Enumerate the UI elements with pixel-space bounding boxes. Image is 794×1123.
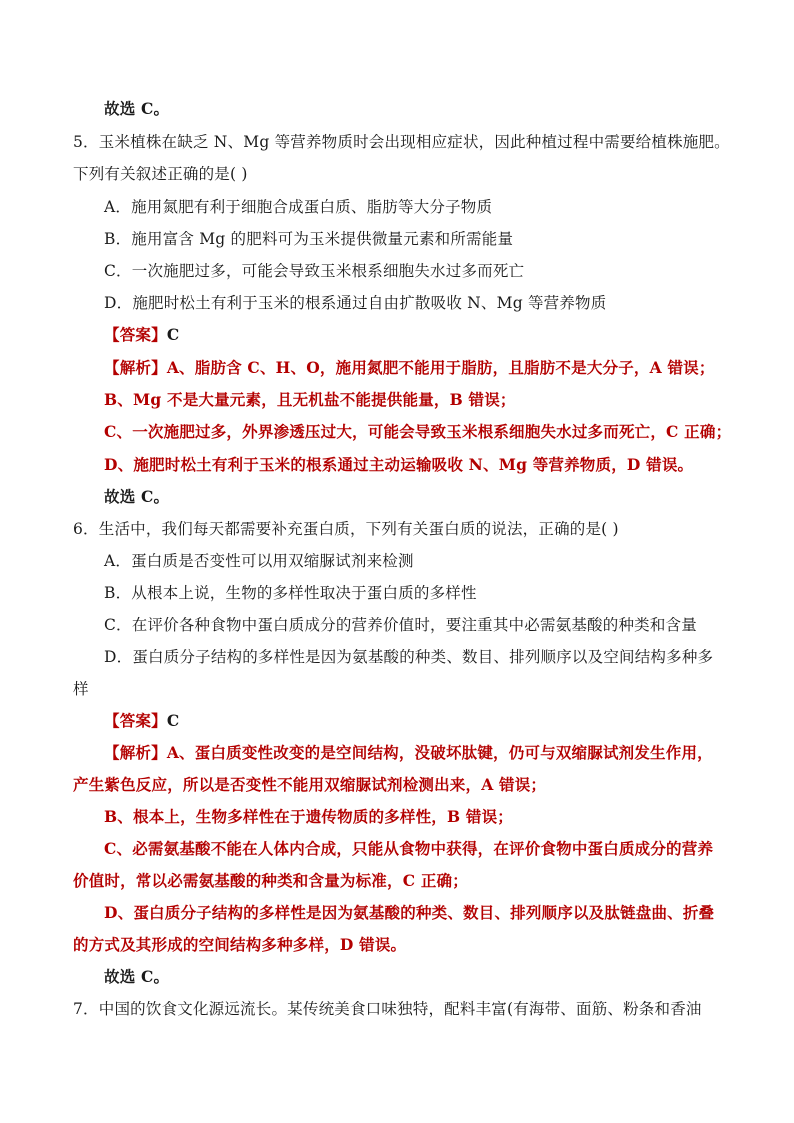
question-6-option-d-cont: 样 bbox=[73, 680, 89, 698]
question-5-option-c: C．一次施肥过多，可能会导致玉米根系细胞失水过多而死亡 bbox=[104, 262, 525, 280]
question-6-answer bbox=[104, 710, 179, 732]
question-5-conclusion: 故选 C。 bbox=[104, 487, 170, 506]
question-5-option-a: A．施用氮肥有利于细胞合成蛋白质、脂肪等大分子物质 bbox=[104, 198, 493, 216]
answer-value: C bbox=[166, 711, 180, 730]
explanation-tag: 【解析】 bbox=[104, 358, 167, 377]
answer-tag: 【答案】 bbox=[104, 711, 167, 730]
question-6-explanation-2: B、根本上，生物多样性在于遗传物质的多样性，B 错误； bbox=[104, 807, 513, 826]
question-6-conclusion: 故选 C。 bbox=[104, 967, 170, 986]
explanation-tag: 【解析】 bbox=[104, 743, 167, 762]
answer-value: C bbox=[166, 325, 180, 344]
question-5-stem-cont: 下列有关叙述正确的是( ) bbox=[73, 165, 248, 183]
question-6-option-a: A．蛋白质是否变性可以用双缩脲试剂来检测 bbox=[104, 552, 414, 570]
question-6-explanation-4-cont: 的方式及其形成的空间结构多种多样，D 错误。 bbox=[73, 935, 407, 954]
question-5-explanation-2: B、Mg 不是大量元素，且无机盐不能提供能量，B 错误； bbox=[104, 390, 516, 409]
question-6-stem: 6．生活中，我们每天都需要补充蛋白质，下列有关蛋白质的说法，正确的是( ) bbox=[73, 520, 619, 538]
question-6-option-c: C．在评价各种食物中蛋白质成分的营养价值时，要注重其中必需氨基酸的种类和含量 bbox=[104, 616, 697, 634]
conclusion-prev: 故选 C。 bbox=[104, 99, 170, 118]
explanation-text: A、脂肪含 C、H、O，施用氮肥不能用于脂肪，且脂肪不是大分子，A 错误； bbox=[166, 358, 715, 377]
question-5-explanation-4: D、施肥时松土有利于玉米的根系通过主动运输吸收 N、Mg 等营养物质，D 错误。 bbox=[104, 455, 694, 474]
question-5-stem: 5．玉米植株在缺乏 N、Mg 等营养物质时会出现相应症状，因此种植过程中需要给植株施肥。 bbox=[73, 133, 730, 151]
question-6-explanation-3: C、必需氨基酸不能在人体内合成，只能从食物中获得，在评价食物中蛋白质成分的营养 bbox=[104, 839, 714, 858]
question-6-explanation-3-cont: 价值时，常以必需氨基酸的种类和含量为标准，C 正确； bbox=[73, 871, 468, 890]
question-6-explanation-1 bbox=[104, 742, 713, 764]
question-5-option-d: D．施肥时松土有利于玉米的根系通过自由扩散吸收 N、Mg 等营养物质 bbox=[104, 294, 607, 312]
question-5-answer bbox=[104, 324, 179, 346]
explanation-text: A、蛋白质变性改变的是空间结构，没破坏肽键，仍可与双缩脲试剂发生作用， bbox=[166, 743, 713, 762]
question-7-stem: 7．中国的饮食文化源远流长。某传统美食口味独特，配料丰富(有海带、面筋、粉条和香油 bbox=[73, 1000, 702, 1018]
question-6-explanation-1-cont: 产生紫色反应，所以是否变性不能用双缩脲试剂检测出来，A 错误； bbox=[73, 775, 547, 794]
answer-tag: 【答案】 bbox=[104, 325, 167, 344]
question-6-option-b: B．从根本上说，生物的多样性取决于蛋白质的多样性 bbox=[104, 584, 477, 602]
question-6-option-d: D．蛋白质分子结构的多样性是因为氨基酸的种类、数目、排列顺序以及空间结构多种多 bbox=[104, 648, 714, 666]
question-5-explanation-3: C、一次施肥过多，外界渗透压过大，可能会导致玉米根系细胞失水过多而死亡，C 正确； bbox=[104, 422, 732, 441]
question-6-explanation-4: D、蛋白质分子结构的多样性是因为氨基酸的种类、数目、排列顺序以及肽链盘曲、折叠 bbox=[104, 903, 715, 922]
question-5-option-b: B．施用富含 Mg 的肥料可为玉米提供微量元素和所需能量 bbox=[104, 230, 514, 248]
question-5-explanation-1 bbox=[104, 357, 715, 379]
